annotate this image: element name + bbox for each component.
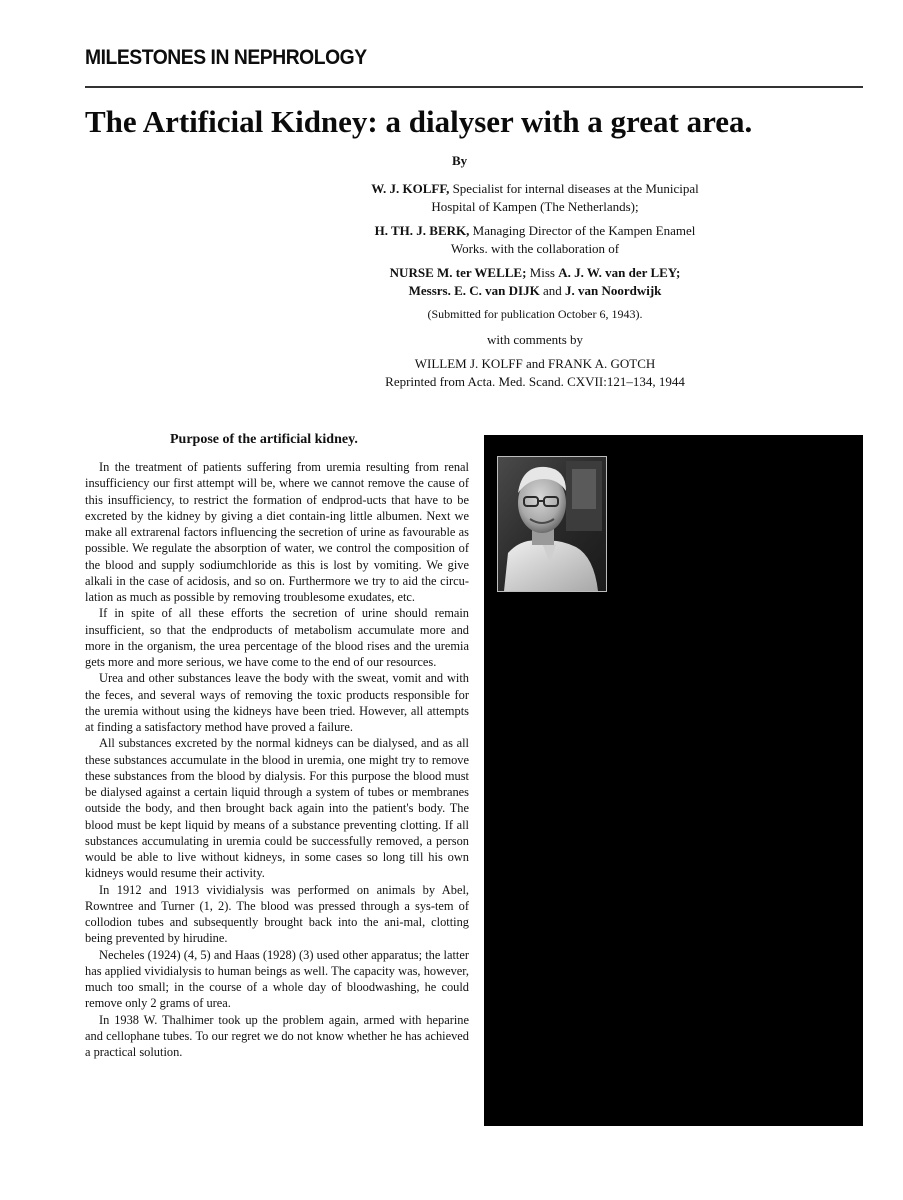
byline: By xyxy=(452,153,468,168)
author-affiliation: Specialist for internal diseases at the Municipal xyxy=(452,181,699,196)
comments-by: with comments by xyxy=(486,331,584,347)
author-kolff xyxy=(300,180,770,215)
author-name: H. TH. J. BERK, xyxy=(374,223,470,238)
paragraph: In 1938 W. Thalhimer took up the problem again, armed with heparine and cellophane tubes. To our regret we do not know whether he has achieved a practical solution. xyxy=(85,1012,469,1059)
collaborator-title: Miss xyxy=(529,265,555,280)
portrait-image xyxy=(498,457,606,591)
paragraph: Necheles (1924) (4, 5) and Haas (1928) (3) used other apparatus; the latter has applied vividialysis to human beings as well. The capacity was, however, much too small; in the course of a whole day of bloodwashing, he could remove only 2 grams of urea. xyxy=(85,947,469,1011)
author-block xyxy=(300,180,770,397)
paragraph: In the treatment of patients suffering from uremia resulting from renal insufficiency our first attempt will be, where we cannot remove the cause of this insufficiency, to restrict the formation of endprod-ucts that have to be excreted by the kidney by giving a diet contain-ing little albumen. Next we make all extrarenal factors influencing the secretion of urine as favourable as possible. We regulate the absorption of water, we control the composition of the blood and supply sodiumchloride as this is lost by vomiting. We give alkali in the case of acidosis, and so on. Furthermore we try to aid the circu-lation as much as possible by removing troublesome exudates, etc. xyxy=(85,460,469,604)
collaborator-name: Messrs. E. C. van DIJK xyxy=(408,282,540,298)
author-affiliation: Hospital of Kampen (The Netherlands); xyxy=(431,198,639,214)
body-text xyxy=(85,459,469,1060)
header-rule xyxy=(85,86,863,88)
paragraph: In 1912 and 1913 vividialysis was performed on animals by Abel, Rowntree and Turner (1, 2). The blood was pressed through a sys-tem of collodion tubes and subsequently brought back into the ani-mal, clotting being prevented by hirudine. xyxy=(85,882,469,946)
author-name: W. J. KOLFF, xyxy=(371,181,450,196)
paragraph: If in spite of all these efforts the secretion of urine should remain insufficient, so that the endproducts of metabolism accumulate more and more in the organism, the urea percentage of the blood rises and the uremia gets more and more serious, we have come to the end of our resources. xyxy=(85,606,469,669)
author-affiliation: Works. with the collaboration of xyxy=(450,240,620,256)
portrait-photo xyxy=(497,456,607,592)
paragraph: All substances excreted by the normal kidneys can be dialysed, and as all these substances accumulate in the blood in uremia, one might try to remove these substances from the blood by dialysis. For this purpose the blood must be dialysed against a certain liquid through a system of tubes or membranes outside the body, and then brought back again into the patient's body. The blood must be kept liquid by means of a substance preventing clotting. If all substances accumulating in uremia could be successfully removed, a person would be able to live without kidneys, in some cases so long till his own kidneys would resume their activity. xyxy=(85,736,469,881)
section-heading: Purpose of the artificial kidney. xyxy=(170,432,358,447)
collaborator-name: J. van Noordwijk xyxy=(564,282,662,298)
collaborator-name: NURSE M. ter WELLE; xyxy=(389,265,527,280)
reprint-note: Reprinted from Acta. Med. Scand. CXVII:121–134, 1944 xyxy=(385,373,685,389)
collaborator-name: A. J. W. van der LEY; xyxy=(558,265,681,280)
article-title: The Artificial Kidney: a dialyser with a great area. xyxy=(85,104,753,139)
section-label: MILESTONES IN NEPHROLOGY xyxy=(85,46,367,69)
submitted-note: (Submitted for publication October 6, 1943). xyxy=(427,307,643,321)
commenters: WILLEM J. KOLFF and FRANK A. GOTCH xyxy=(414,356,656,371)
collaborators xyxy=(300,264,770,299)
author-berk xyxy=(300,222,770,257)
paragraph: Urea and other substances leave the body with the sweat, vomit and with the feces, and several ways of removing the toxic products responsible for the uremia without using the kidneys have been tried. However, all attempts at finding a satisfactory method have proved a failure. xyxy=(85,671,469,734)
author-affiliation: Managing Director of the Kampen Enamel xyxy=(472,223,696,238)
collaborator-conjunction: and xyxy=(542,282,562,298)
